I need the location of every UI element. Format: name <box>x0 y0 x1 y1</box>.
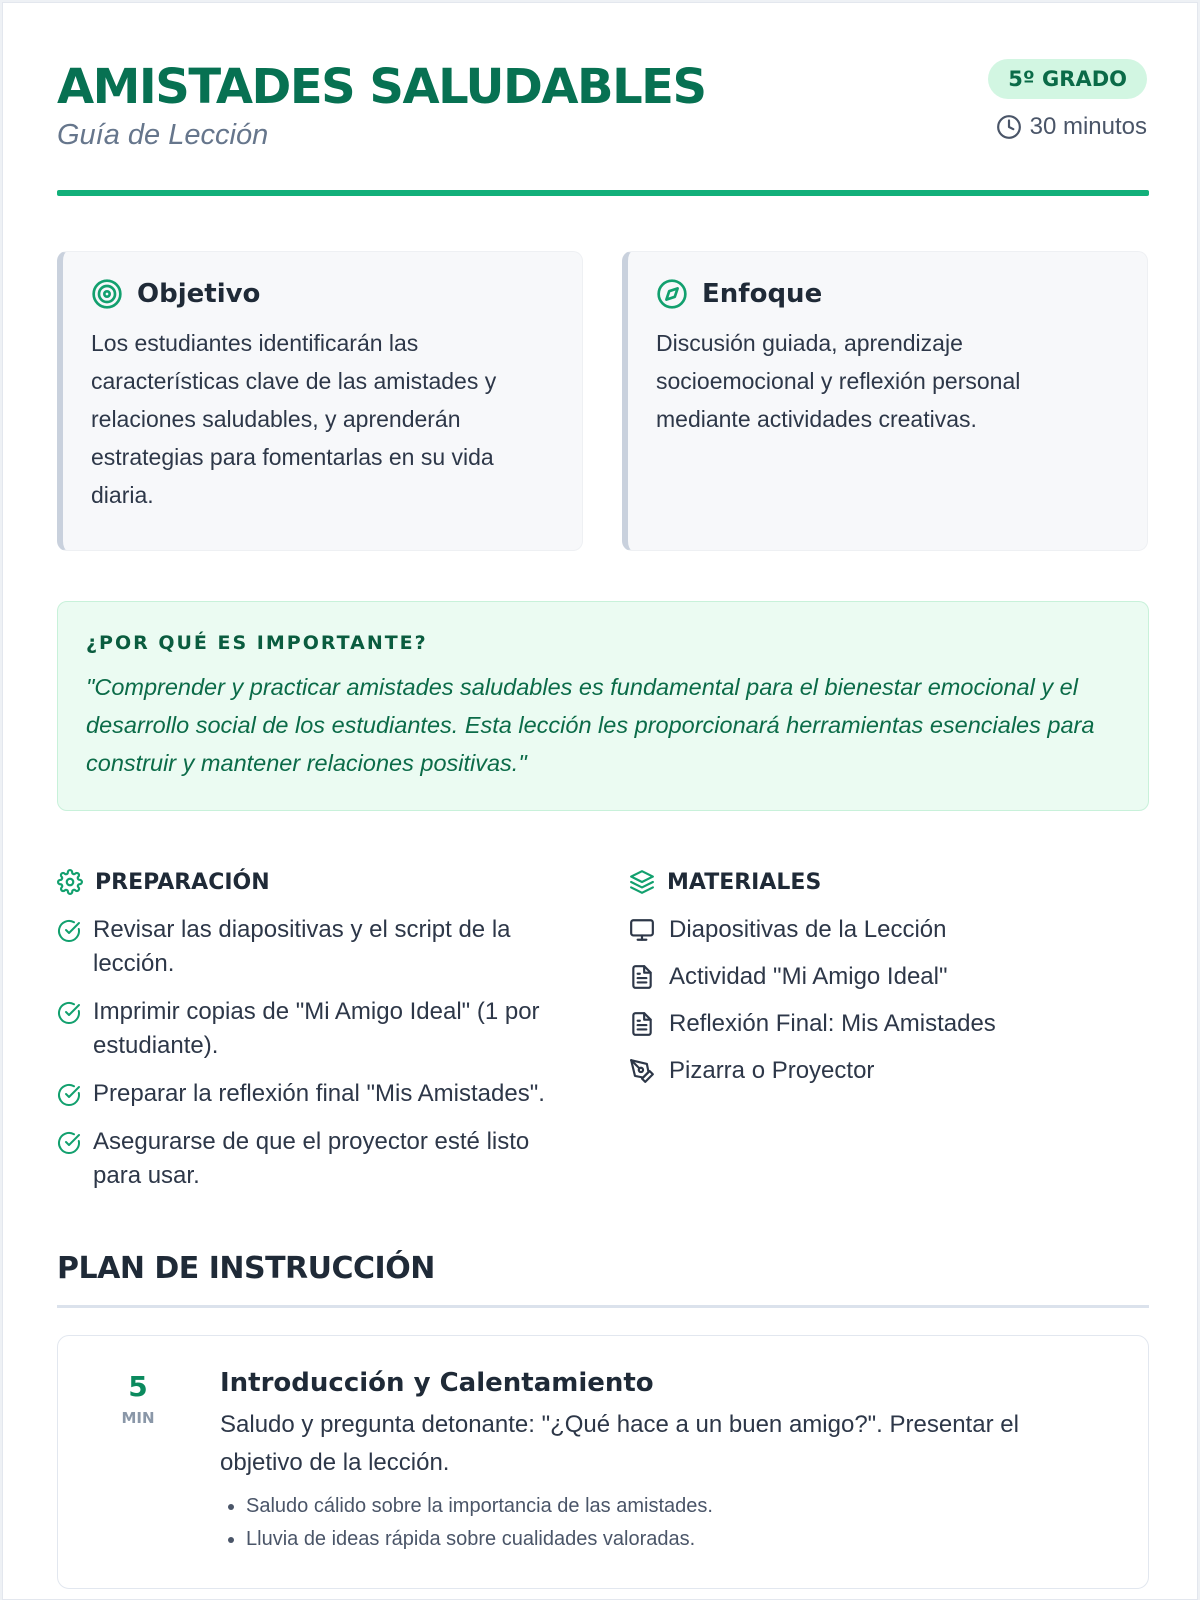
step-title: Introducción y Calentamiento <box>220 1368 654 1398</box>
compass-icon <box>656 278 688 310</box>
material-item-text: Diapositivas de la Lección <box>669 916 947 943</box>
material-item <box>629 960 1149 994</box>
page-subtitle: Guía de Lección <box>57 119 269 151</box>
duration-label: 30 minutos <box>1029 113 1147 140</box>
focus-card <box>622 251 1148 551</box>
target-icon <box>91 278 123 310</box>
step-unit: MIN <box>121 1409 155 1427</box>
material-item-text: Actividad "Mi Amigo Ideal" <box>669 963 948 990</box>
material-item <box>629 1007 1149 1041</box>
clock-icon <box>996 114 1022 140</box>
prep-item-text: Preparar la reflexión final "Mis Amistades". <box>93 1080 545 1107</box>
check-circle-icon <box>57 1083 83 1107</box>
plan-step <box>57 1335 1149 1589</box>
materials-title: MATERIALES <box>667 869 822 895</box>
step-description: Saludo y pregunta detonante: "¿Qué hace a un buen amigo?". Presentar el objetivo de la lección. <box>220 1411 1019 1476</box>
focus-text: Discusión guiada, aprendizaje socioemocional y reflexión personal mediante actividades creativas. <box>656 330 1021 432</box>
monitor-icon <box>629 917 657 943</box>
document-icon <box>629 1011 657 1037</box>
check-circle-icon <box>57 1001 83 1025</box>
gear-icon <box>57 869 83 895</box>
objective-card <box>57 251 583 551</box>
importance-quote: "Comprender y practicar amistades saludables es fundamental para el bienestar emocional y el desarrollo social de los estudiantes. Esta lección les proporcionará herramientas esenciales para construir y mantener relaciones positivas." <box>86 674 1095 776</box>
step-bullet: • Saludo cálido sobre la importancia de las amistades. <box>246 1490 1100 1523</box>
header <box>57 59 1147 199</box>
prep-item <box>57 1077 577 1111</box>
prep-item-text: Revisar las diapositivas y el script de la lección. <box>93 916 511 977</box>
check-circle-icon <box>57 1131 83 1155</box>
preparation-section <box>57 869 577 1207</box>
prep-item-text: Asegurarse de que el proyector esté listo para usar. <box>93 1128 530 1189</box>
material-item <box>629 913 1149 947</box>
material-item-text: Reflexión Final: Mis Amistades <box>669 1010 996 1037</box>
step-minutes: 5 <box>128 1370 148 1403</box>
objective-title: Objetivo <box>137 279 261 309</box>
check-circle-icon <box>57 919 83 943</box>
prep-item <box>57 913 577 981</box>
importance-callout <box>57 601 1149 811</box>
page-title: AMISTADES SALUDABLES <box>57 59 706 115</box>
duration <box>996 113 1147 141</box>
focus-title: Enfoque <box>702 279 823 309</box>
prep-item <box>57 1125 577 1193</box>
grade-badge: 5º GRADO <box>988 59 1147 99</box>
material-item <box>629 1054 1149 1088</box>
step-duration <box>98 1370 178 1427</box>
objective-text: Los estudiantes identificarán las características clave de las amistades y relaciones saludables, y aprenderán estrategias para fomentarlas en su vida diaria. <box>91 330 497 508</box>
plan-divider <box>57 1305 1149 1308</box>
pen-tool-icon <box>629 1058 657 1084</box>
material-item-text: Pizarra o Proyector <box>669 1057 875 1084</box>
layers-icon <box>629 869 655 895</box>
preparation-title: PREPARACIÓN <box>95 869 270 895</box>
step-body <box>220 1368 1100 1556</box>
header-divider <box>57 190 1149 196</box>
step-bullets <box>220 1490 1100 1556</box>
importance-title: ¿POR QUÉ ES IMPORTANTE? <box>86 632 428 654</box>
step-bullet: • Lluvia de ideas rápida sobre cualidades valoradas. <box>246 1523 1100 1556</box>
materials-section <box>629 869 1149 1101</box>
plan-title: PLAN DE INSTRUCCIÓN <box>57 1251 435 1286</box>
prep-item-text: Imprimir copias de "Mi Amigo Ideal" (1 por estudiante). <box>93 998 540 1059</box>
document-icon <box>629 964 657 990</box>
prep-item <box>57 995 577 1063</box>
lesson-guide-page <box>2 2 1198 1600</box>
